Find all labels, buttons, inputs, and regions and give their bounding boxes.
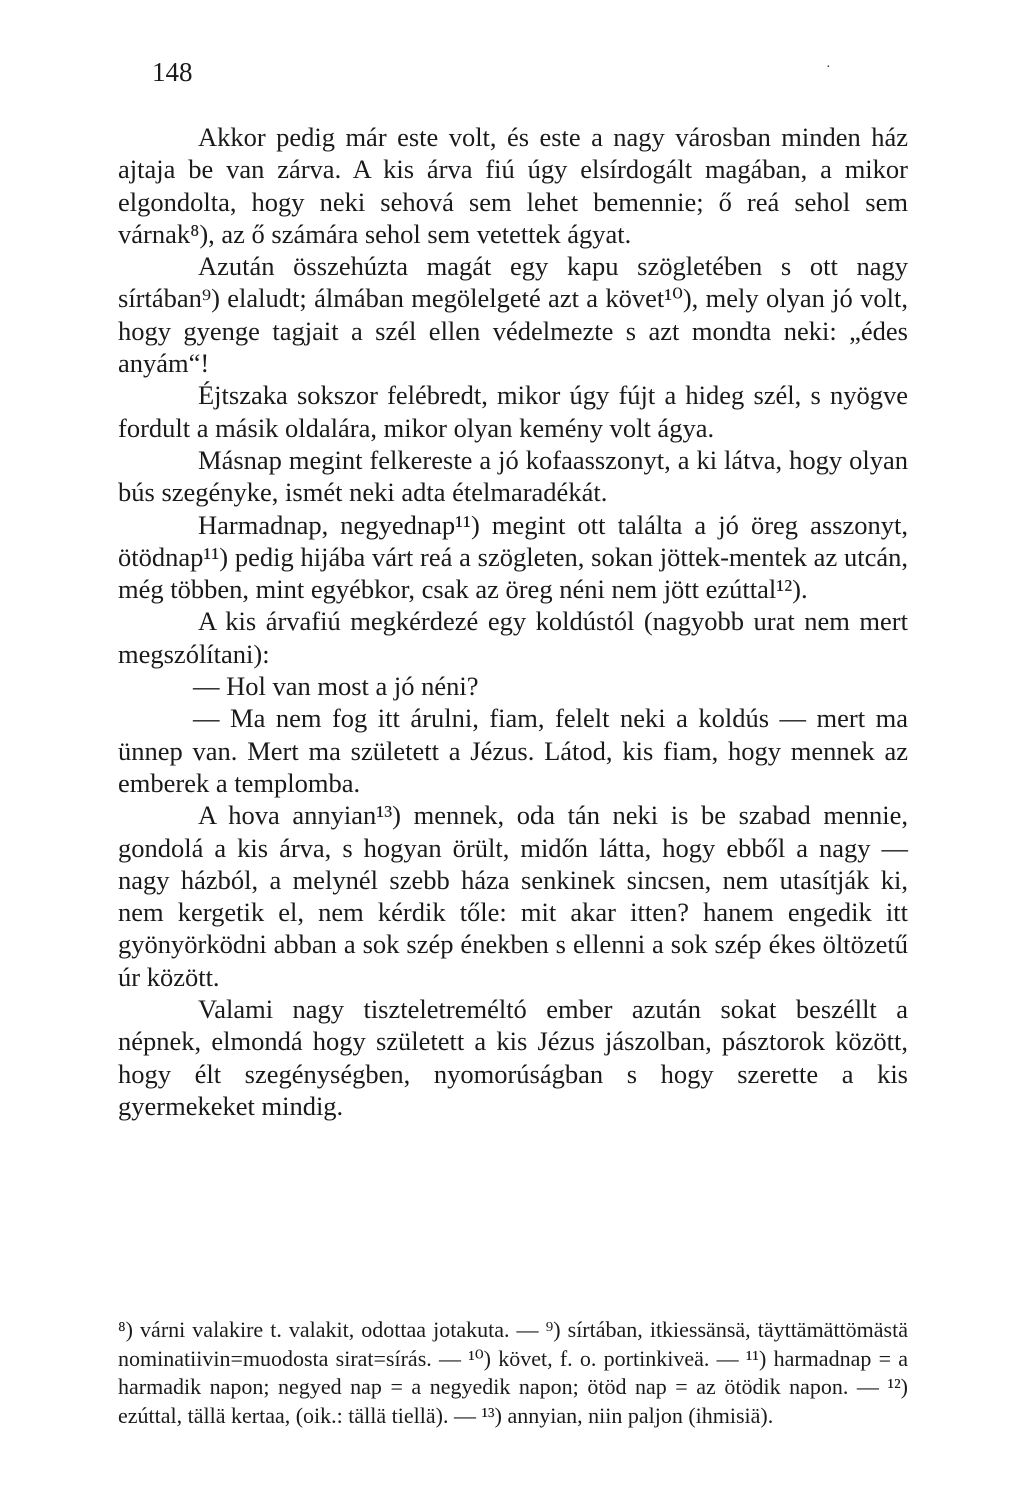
main-text xyxy=(118,121,908,1122)
footnotes xyxy=(118,1316,908,1430)
paragraph-4: Másnap megint felkereste a jó kofaasszonyt, a ki látva, hogy olyan bús szegényke, ismét neki adta ételmaradékát. xyxy=(118,444,908,508)
paragraph-2: Azután összehúzta magát egy kapu szögletében s ott nagy sírtában⁹) elaludt; álmában megölelgeté azt a követ¹⁰), mely olyan jó volt, hogy gyenge tagjait a szél ellen védelmezte s azt mondta neki: „édes anyám“! xyxy=(118,251,908,379)
speck-mark: · xyxy=(826,60,831,75)
dialogue-line-1: — Hol van most a jó néni? xyxy=(193,671,479,702)
paragraph-3: Éjtszaka sokszor felébredt, mikor úgy fújt a hideg szél, s nyögve fordult a másik oldalára, mikor olyan kemény volt ágya. xyxy=(118,380,908,443)
paragraph-1: Akkor pedig már este volt, és este a nagy városban minden ház ajtaja be van zárva. A kis árva fiú úgy elsírdogált magában, a mikor elgondolta, hogy neki sehová sem lehet bemennie; ő reá sehol sem várnak⁸), az ő számára sehol sem vetettek ágyat. xyxy=(118,122,908,249)
paragraph-9: A hova annyian¹³) mennek, oda tán neki is be szabad mennie, gondolá a kis árva, s hogyan örült, midőn látta, hogy ebből a nagy — nagy házból, a melynél szebb háza senkinek sincsen, nem utasítják ki, nem kergetik el, nem kérdik tőle: mit akar itten? hanem engedik itt gyönyörködni abban a sok szép énekben s ellenni a sok szép ékes öltözetű úr között. xyxy=(118,800,908,992)
dialogue-line-2: — Ma nem fog itt árulni, fiam, felelt neki a koldús — mert ma ünnep van. Mert ma született a Jézus. Látod, kis fiam, hogy mennek az emberek a templomba. xyxy=(118,703,908,798)
paragraph-6: A kis árvafiú megkérdezé egy koldústól (nagyobb urat nem mert megszólítani): xyxy=(118,606,908,669)
footnote-text: ⁸) várni valakire t. valakit, odottaa jotakuta. — ⁹) sírtában, itkiessänsä, täyttämättömästä nominatiivin=muodosta sirat=sírás. — ¹⁰) követ, f. o. portinkiveä. — ¹¹) harmadnap = a harmadik napon; negyed nap = a negyedik napon; ötöd nap = az ötödik napon. — ¹²) ezúttal, tällä kertaa, (oik.: tällä tiellä). — ¹³) annyian, niin paljon (ihmisiä). xyxy=(118,1317,908,1428)
paragraph-10: Valami nagy tiszteletreméltó ember azután sokat beszéllt a népnek, elmondá hogy született a kis Jézus jászolban, pásztorok között, hogy élt szegénységben, nyomorúságban s hogy szerette a kis gyermekeket mindig. xyxy=(118,994,908,1121)
paragraph-5: Harmadnap, negyednap¹¹) megint ott találta a jó öreg asszonyt, ötödnap¹¹) pedig hijába várt reá a szögleten, sokan jöttek-mentek az utcán, még többen, mint egyébkor, csak az öreg néni nem jött ezúttal¹²). xyxy=(118,509,908,605)
page-number: 148 xyxy=(152,57,193,87)
